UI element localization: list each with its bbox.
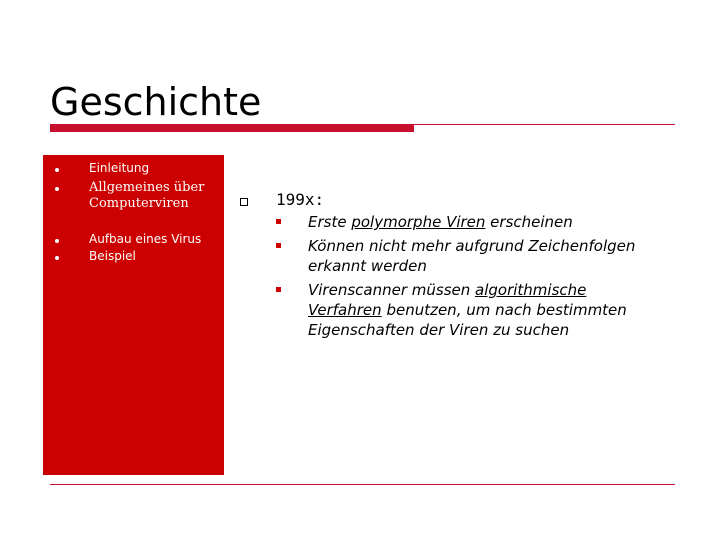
text-segment: erscheinen xyxy=(485,213,573,231)
bullet-icon xyxy=(55,239,59,243)
square-bullet-icon xyxy=(276,243,281,248)
sub-bullet-text: Können nicht mehr aufgrund Zeichenfolgen erkannt werden xyxy=(308,237,636,275)
bullet-icon xyxy=(55,168,59,172)
sub-bullet-text xyxy=(308,212,668,232)
text-segment: benutzen, um nach bestimmten Eigenschaften der Viren zu suchen xyxy=(308,301,627,339)
slide-title: Geschichte xyxy=(50,80,262,124)
text-segment: Erste xyxy=(308,213,352,231)
bullet-icon xyxy=(55,256,59,260)
nav-item-label: Allgemeines über Computerviren xyxy=(89,180,205,211)
bottom-divider xyxy=(50,484,675,485)
square-bullet-icon xyxy=(276,287,281,292)
underlined-term[interactable]: algorithmische Verfahren xyxy=(308,281,587,319)
nav-item-label: Einleitung xyxy=(89,161,150,175)
text-segment: Virenscanner müssen xyxy=(308,281,476,299)
navigation-panel xyxy=(43,155,224,475)
title-accent-bar xyxy=(50,124,414,132)
square-bullet-icon xyxy=(240,198,248,206)
bullet-icon xyxy=(55,187,59,191)
underlined-term[interactable]: polymorphe Viren xyxy=(351,213,486,231)
sub-bullet-text xyxy=(308,280,653,340)
square-bullet-icon xyxy=(276,219,281,224)
nav-item-label: Beispiel xyxy=(89,249,136,263)
bullet-heading: 199x: xyxy=(276,190,325,209)
nav-item-label: Aufbau eines Virus xyxy=(89,232,202,246)
